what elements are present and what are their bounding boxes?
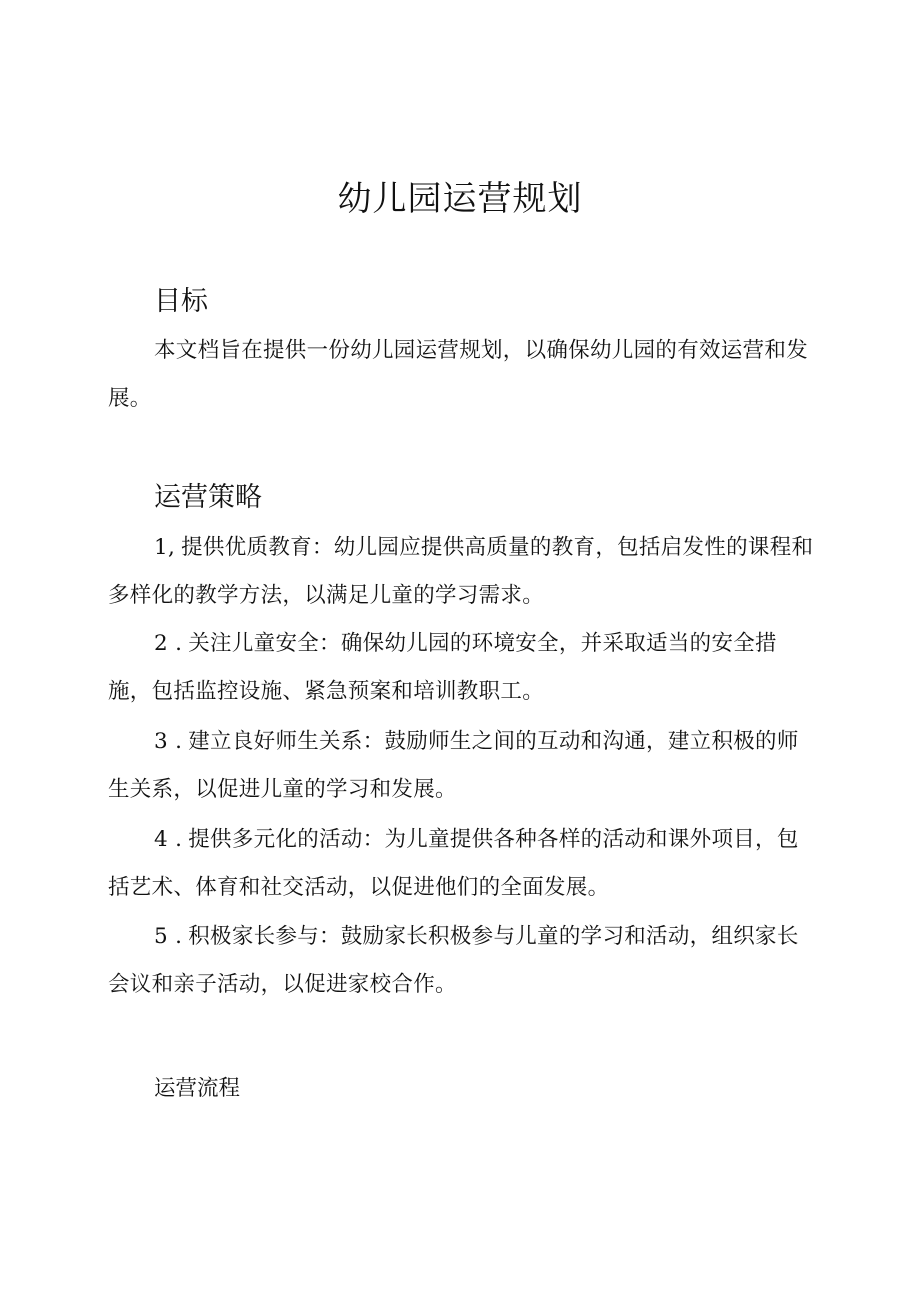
strategy-item-text: 提供优质教育：幼儿园应提供高质量的教育，包括启发性的课程和多样化的教学方法，以满足儿童的学习需求。 <box>108 535 814 608</box>
strategy-item-number: 1, <box>154 535 176 560</box>
section-heading-goal: 目标 <box>154 286 208 317</box>
goal-paragraph: 本文档旨在提供一份幼儿园运营规划，以确保幼儿园的有效运营和发展。 <box>108 338 809 411</box>
strategy-item-1 <box>108 524 820 620</box>
strategy-item-5 <box>108 913 820 1009</box>
strategy-item-4 <box>108 816 820 912</box>
strategy-item-text: 建立良好师生关系：鼓励师生之间的互动和沟通，建立积极的师生关系，以促进儿童的学习和发展。 <box>108 729 799 802</box>
strategy-item-2 <box>108 620 820 716</box>
section-heading-strategy: 运营策略 <box>154 482 262 513</box>
strategy-item-text: 积极家长参与：鼓励家长积极参与儿童的学习和活动，组织家长会议和亲子活动，以促进家校合作。 <box>108 924 799 997</box>
document-title: 幼儿园运营规划 <box>337 179 583 219</box>
strategy-item-number: 4 . <box>154 827 183 852</box>
strategy-item-number: 5 . <box>154 924 183 949</box>
strategy-item-text: 提供多元化的活动：为儿童提供各种各样的活动和课外项目，包括艺术、体育和社交活动，以促进他们的全面发展。 <box>108 827 799 900</box>
strategy-item-3 <box>108 718 820 814</box>
strategy-item-number: 2 . <box>154 631 183 656</box>
section-heading-process: 运营流程 <box>154 1076 241 1101</box>
strategy-item-text: 关注儿童安全：确保幼儿园的环境安全，并采取适当的安全措施，包括监控设施、紧急预案和培训教职工。 <box>108 631 777 704</box>
strategy-item-number: 3 . <box>154 729 183 754</box>
